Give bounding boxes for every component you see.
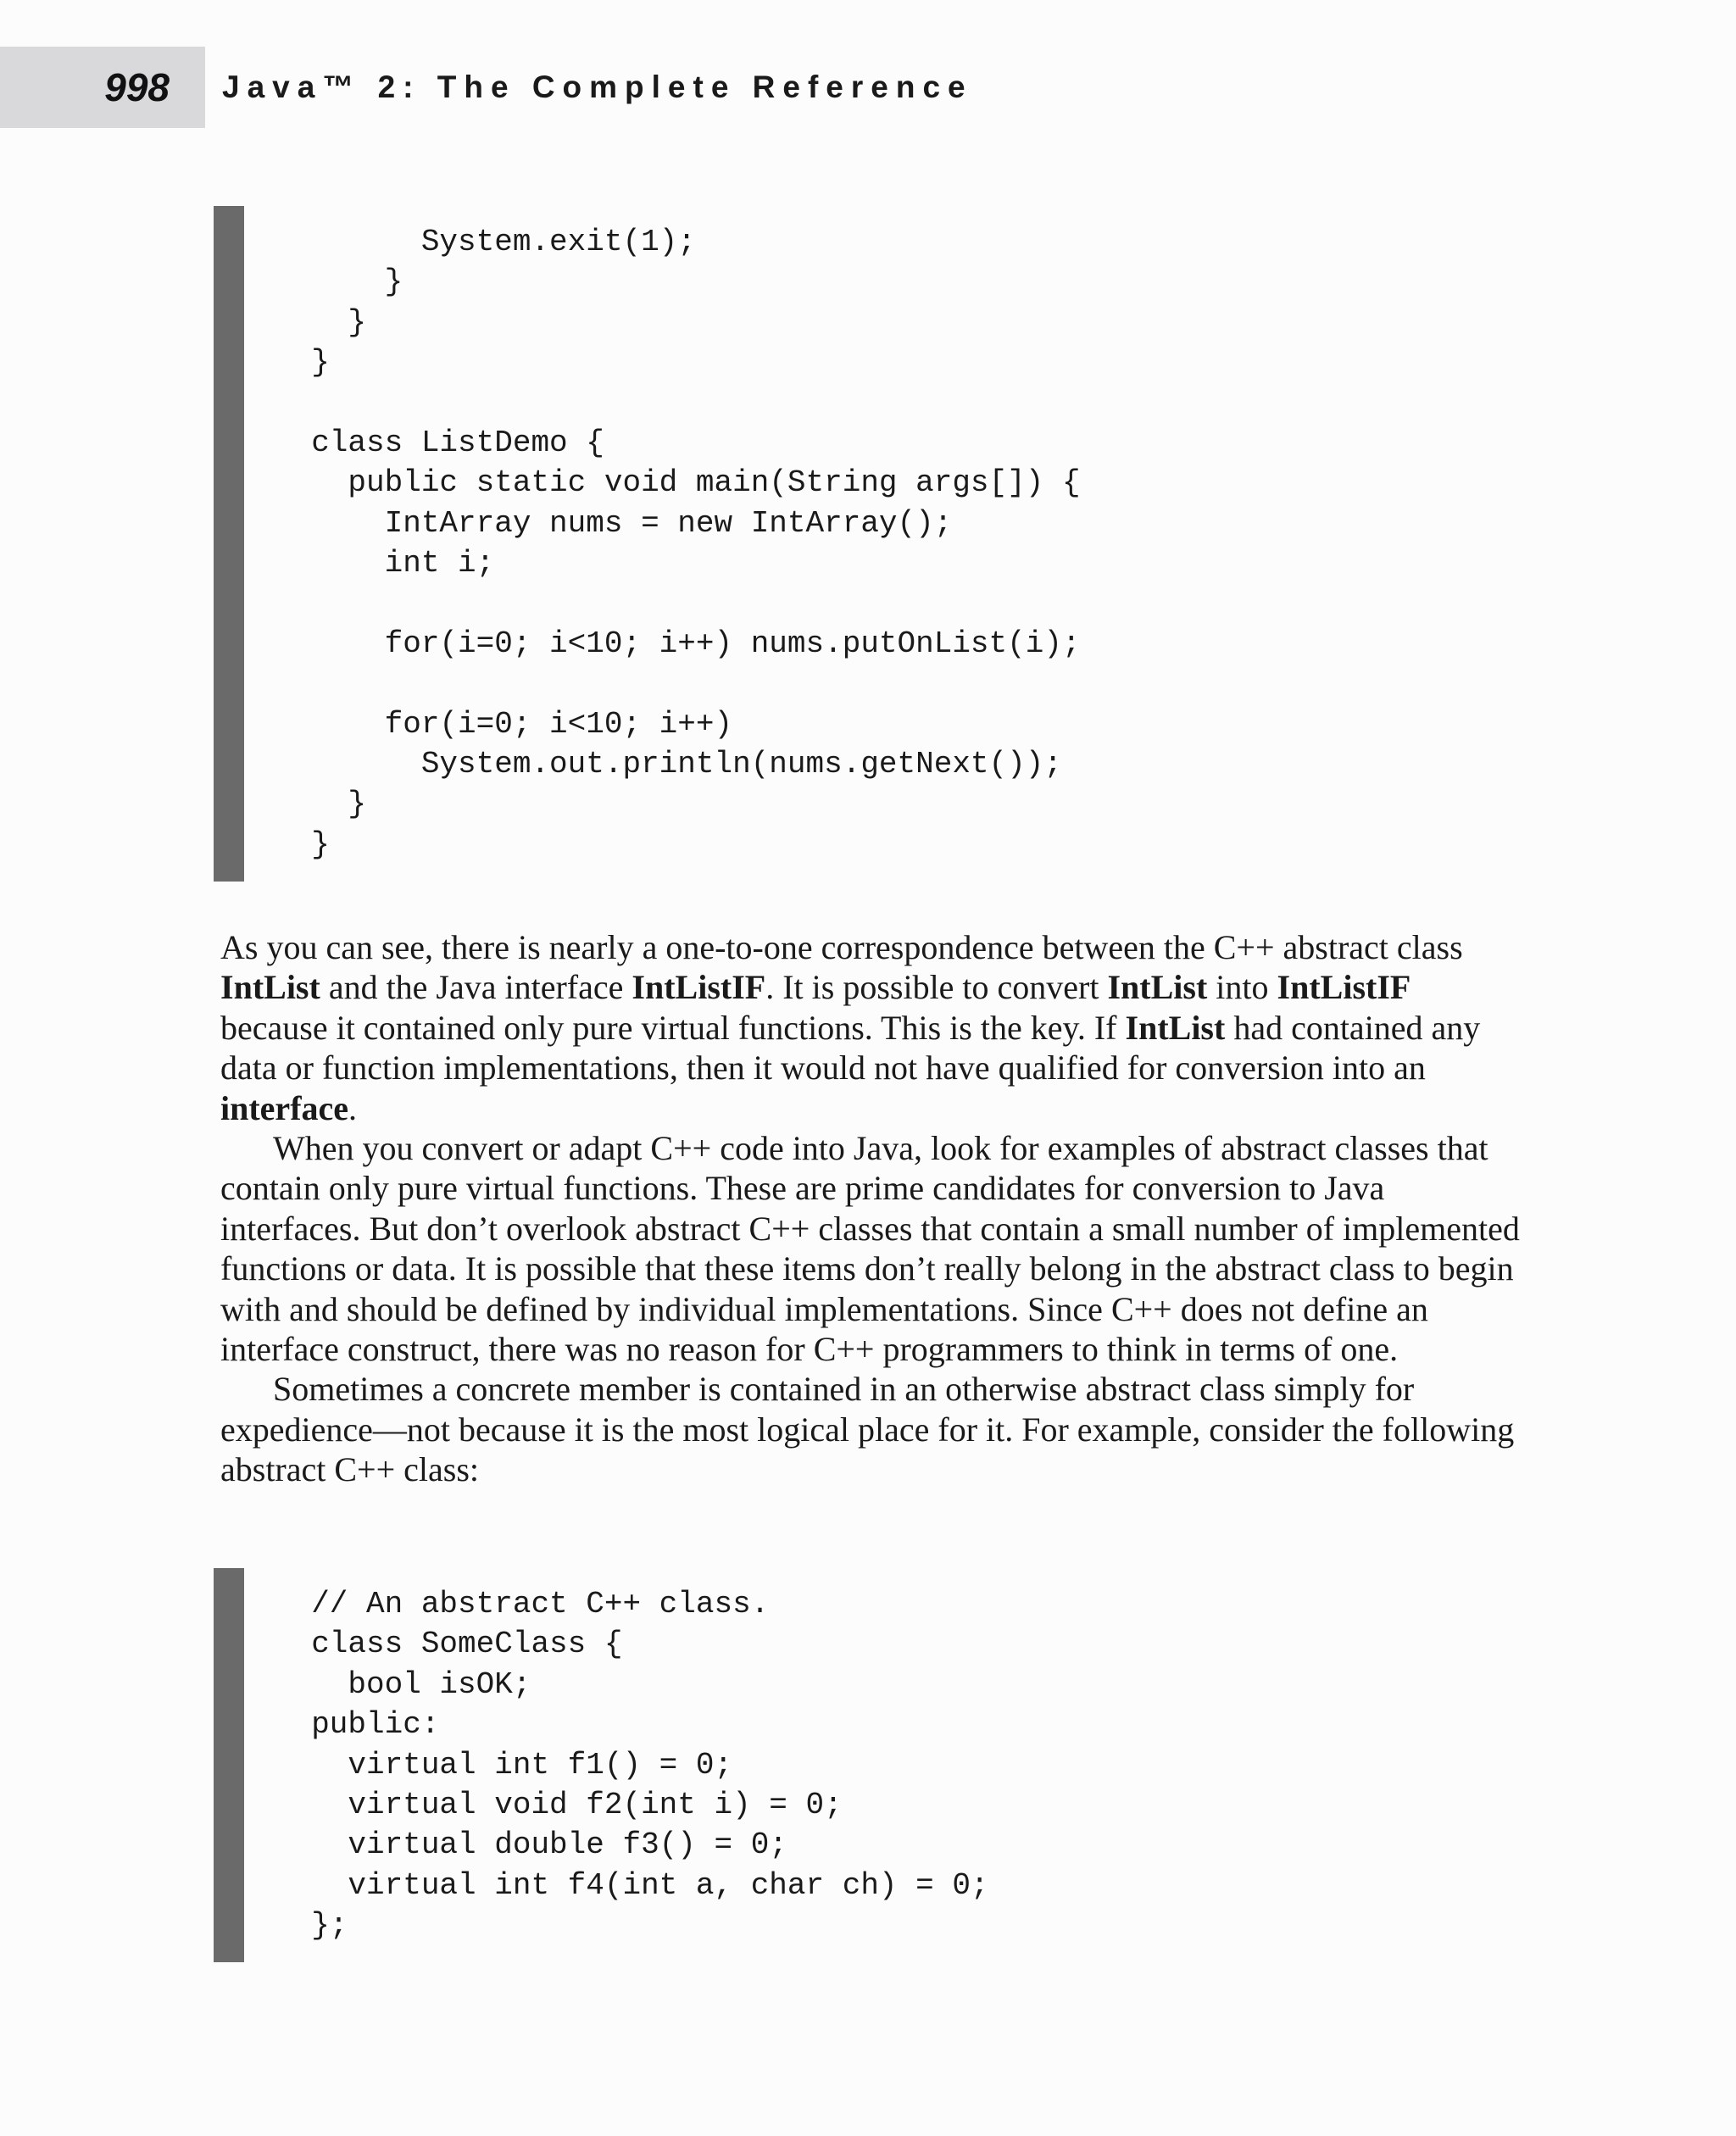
code-line: class SomeClass { [275,1627,623,1662]
code-margin-bar [214,1568,244,1962]
running-title: Java™ 2: The Complete Reference [222,70,973,104]
code-line: } [275,345,330,381]
code-line: class ListDemo { [275,425,604,460]
body-text [220,927,1526,1490]
code-line: for(i=0; i<10; i++) [275,706,733,742]
text-run: Sometimes a concrete member is contained in an otherwise abstract class simply for expedience—not because it is the most logical place for it. For example, consider the following abstract C++ class: [220,1370,1515,1489]
code-line: bool isOK; [275,1666,531,1702]
code-line: IntArray nums = new IntArray(); [275,505,953,541]
code-line: // An abstract C++ class. [275,1587,770,1621]
code-line: virtual double f3() = 0; [275,1827,787,1863]
code-line: virtual int f1() = 0; [275,1747,733,1783]
text-run: into [1207,968,1277,1007]
paragraph-2 [220,1128,1526,1369]
code-line: for(i=0; i<10; i++) nums.putOnList(i); [275,626,1081,661]
text-run: As you can see, there is nearly a one-to-one correspondence between the C++ abstract class [220,928,1463,966]
text-run: . It is possible to convert [765,968,1108,1007]
code-line [275,664,1081,704]
code-line: } [275,787,367,822]
code-line: virtual void f2(int i) = 0; [275,1787,843,1822]
code-term: IntList [1107,968,1208,1007]
code-line: virtual int f4(int a, char ch) = 0; [275,1867,989,1903]
code-line: public: [275,1707,440,1743]
code-line: } [275,304,367,340]
text-run: because it contained only pure virtual functions. This is the key. If [220,1008,1126,1047]
text-run: had contained any data or function implementations, then it would not have qualified for conversion into an [220,1008,1481,1087]
code-line: System.out.println(nums.getNext()); [275,747,1062,782]
code-line: System.exit(1); [275,225,696,259]
page-number: 998 [104,65,170,109]
code-term: IntListIF [632,968,766,1007]
code-line: } [275,826,330,862]
code-line: } [275,264,403,300]
text-run: When you convert or adapt C++ code into Java, look for examples of abstract classes that contain only pure virtual functions. These are prime candidates for conversion to Java interfaces. But don’t overlook abstract C++ classes that contain a small number of implemented functions or data. It is possible that these items don’t really belong in the abstract class to begin with and should be defined by individual implementations. Since C++ does not define an interface construct, there was no reason for C++ programmers to think in terms of one. [220,1129,1520,1369]
paragraph-3 [220,1369,1526,1489]
code-term: interface [220,1088,349,1127]
code-term: IntList [1125,1008,1226,1047]
paragraph-1 [220,927,1526,1128]
code-line [275,584,1081,624]
code-term: IntList [220,968,320,1007]
page-number-tab [0,47,205,128]
code-line [275,383,1081,423]
code-margin-bar [214,206,244,882]
code-lines [275,1584,989,1946]
code-lines [275,222,1081,865]
code-line: }; [275,1908,348,1944]
text-run: . [348,1088,358,1127]
text-run: and the Java interface [320,968,632,1007]
code-line: public static void main(String args[]) { [275,465,1081,501]
code-term: IntListIF [1277,968,1411,1007]
code-line: int i; [275,546,495,581]
